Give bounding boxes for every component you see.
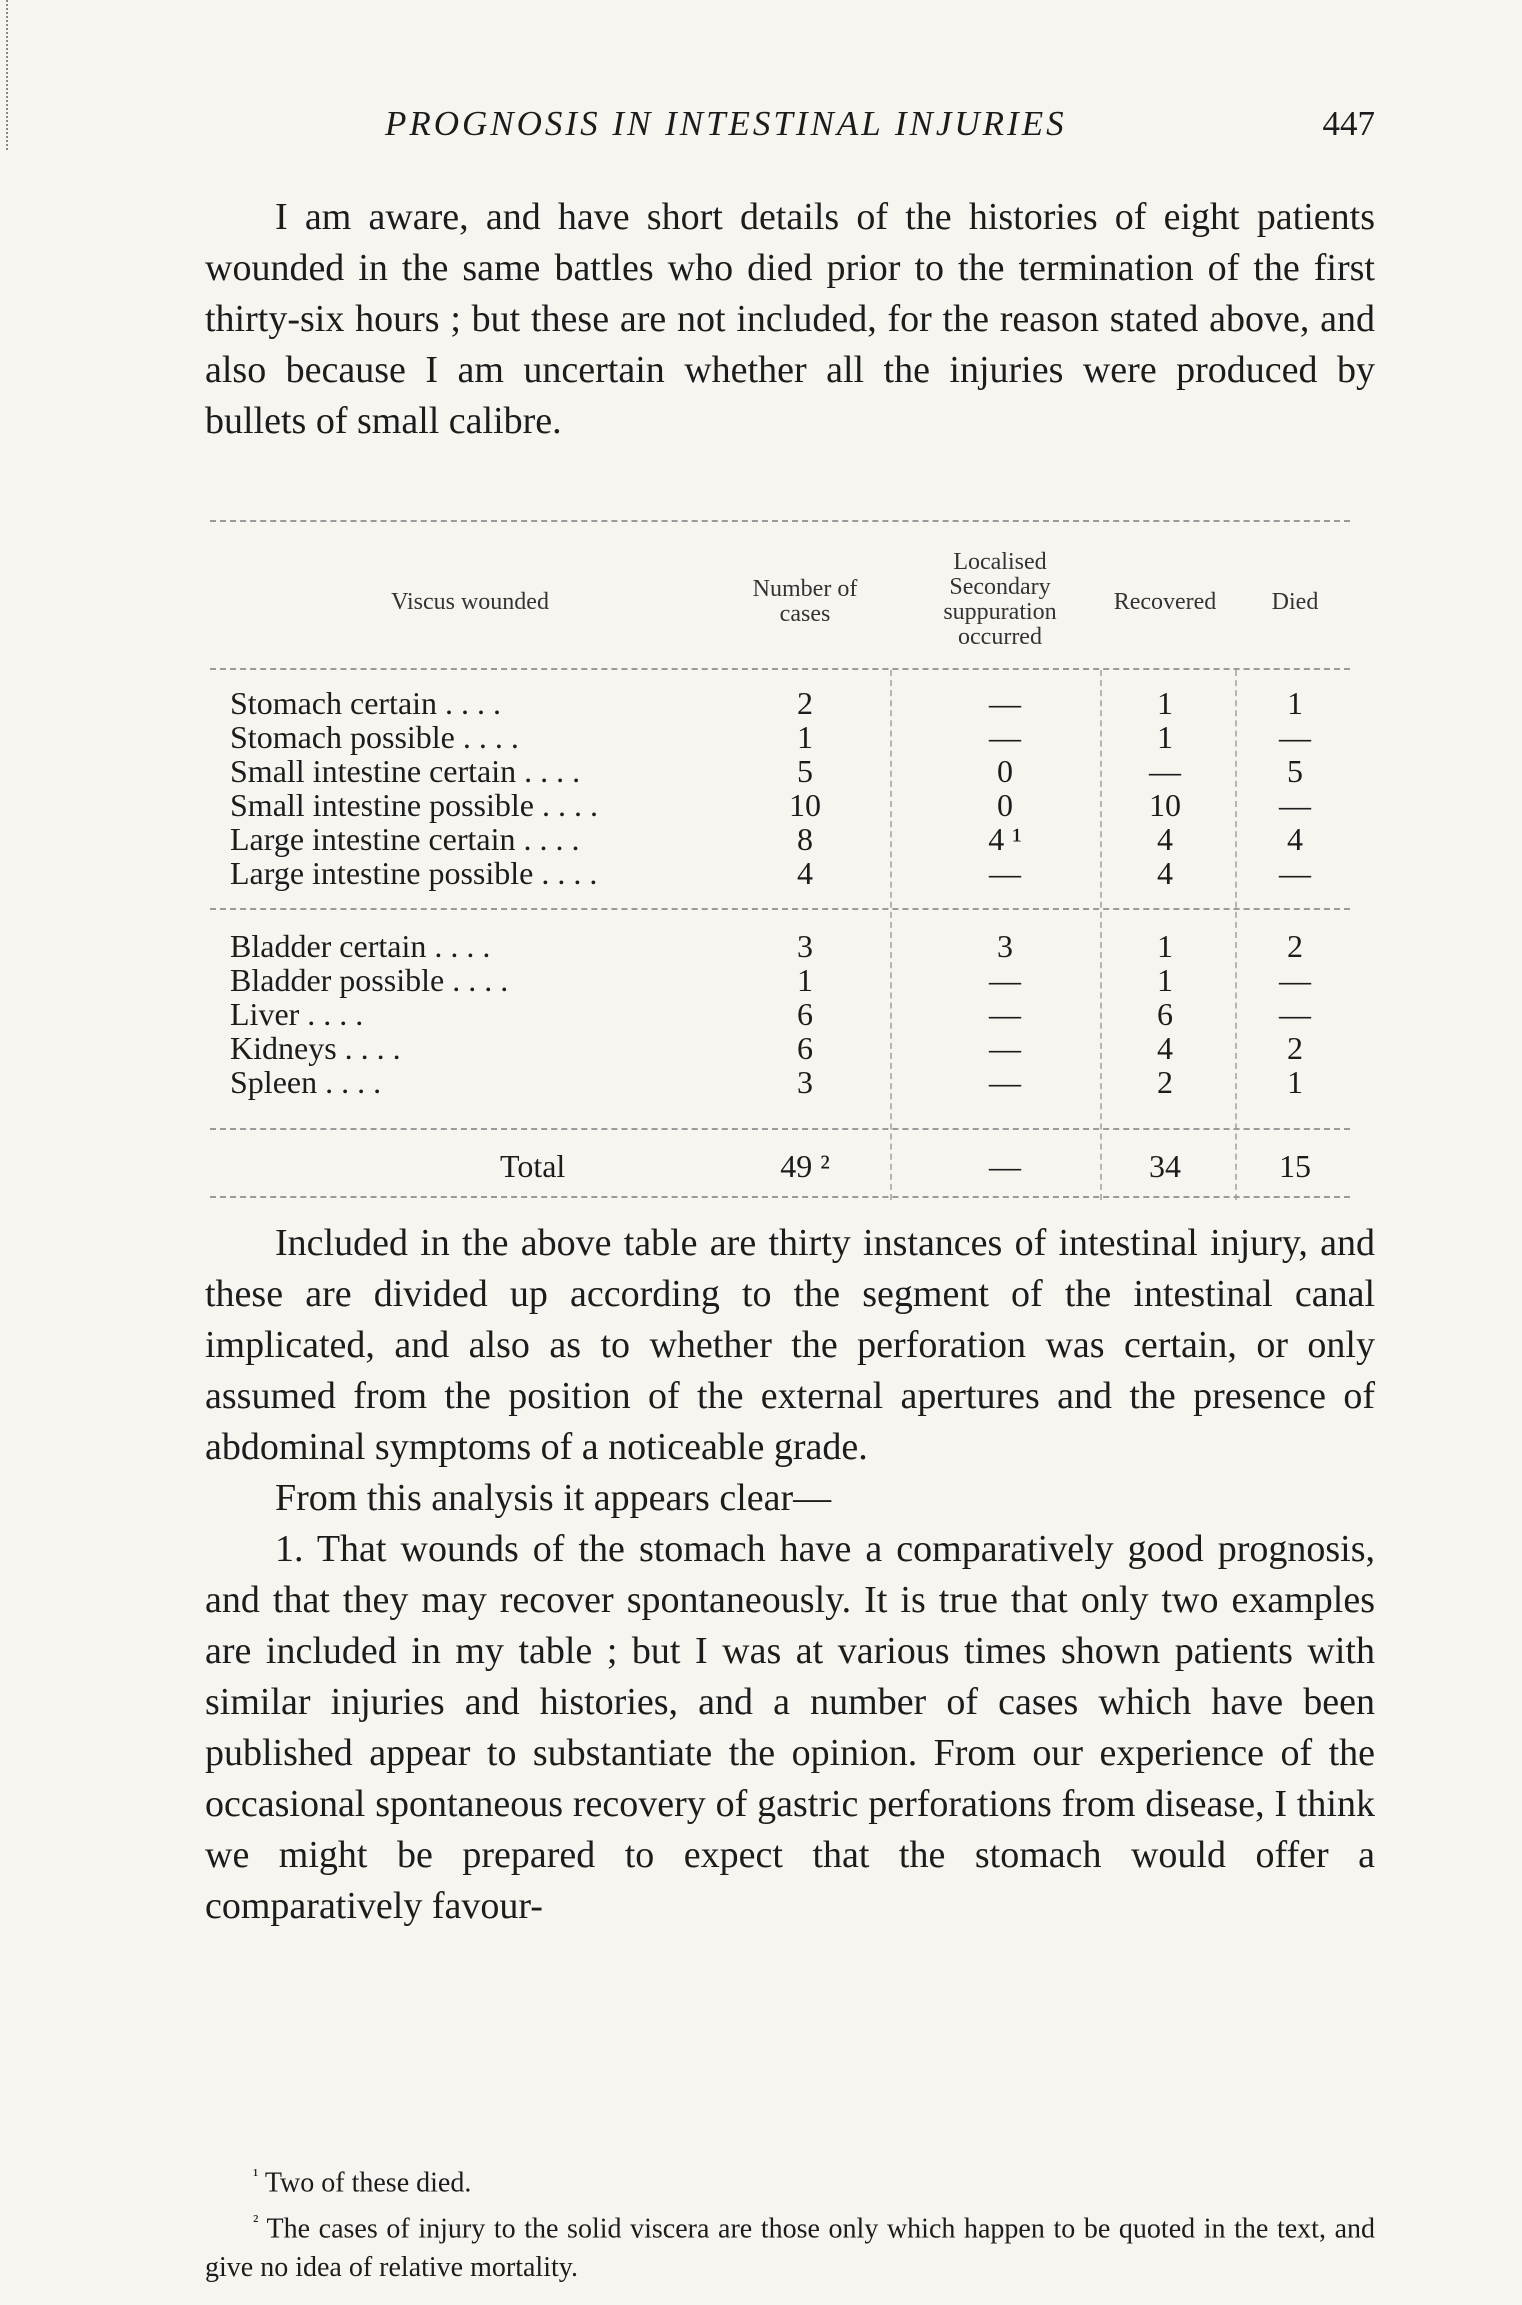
row-label: Kidneys . . . . (230, 1030, 401, 1066)
row-number: 4 (797, 855, 813, 891)
row-died: 1 (1287, 685, 1303, 721)
row-suppuration: — (989, 1064, 1021, 1100)
paragraph: Included in the above table are thirty instances of intestinal injury, and these are divided up according to the segment of the intestinal canal implicated, and also as to whether the perforation was certain, or only assumed from the position of the external apertures and the presence of abdominal symptoms of a noticeable grade. (205, 1222, 1375, 1468)
row-label: Spleen . . . . (230, 1064, 382, 1100)
total-rule (210, 1128, 1350, 1130)
header-rule (210, 668, 1350, 670)
row-recovered: 1 (1157, 719, 1173, 755)
table-row (210, 787, 1350, 821)
row-label: Large intestine certain . . . . (230, 821, 580, 857)
row-recovered: 4 (1157, 1030, 1173, 1066)
table-row (210, 962, 1350, 996)
table-row (210, 719, 1350, 753)
total-row (210, 1148, 1350, 1182)
row-label: Stomach certain . . . . (230, 685, 502, 721)
row-recovered: 6 (1157, 996, 1173, 1032)
row-suppuration: — (989, 996, 1021, 1032)
row-suppuration: 0 (997, 787, 1013, 823)
footnote-2-text: The cases of injury to the solid viscera are those only which happen to be quoted in the text, and give no idea of relative mortality. (205, 2213, 1376, 2283)
row-number: 6 (797, 996, 813, 1032)
row-number: 3 (797, 1064, 813, 1100)
row-number: 3 (797, 928, 813, 964)
row-label: Small intestine possible . . . . (230, 787, 598, 823)
row-died: 1 (1287, 1064, 1303, 1100)
row-label: Bladder certain . . . . (230, 928, 491, 964)
body-text (205, 1218, 1375, 1932)
footnote-2 (205, 2202, 1375, 2286)
row-number: 10 (789, 787, 821, 823)
scan-edge-mark (6, 0, 12, 150)
row-suppuration: — (989, 855, 1021, 891)
page-number: 447 (1322, 104, 1375, 143)
footnote-1-text: Two of these died. (264, 2167, 472, 2199)
row-suppuration: — (989, 962, 1021, 998)
row-number: 6 (797, 1030, 813, 1066)
paragraph: 1. That wounds of the stomach have a comparatively good prognosis, and that they may recover spontaneously. It is true that only two examples are included in my table ; but I was at various times shown patients with similar injuries and histories, and a number of cases which have been published appear to substantiate the opinion. From our experience of the occasional spontaneous recovery of gastric perforations from disease, I think we might be prepared to expect that the stomach would offer a comparatively favour- (205, 1528, 1375, 1927)
row-died: 5 (1287, 753, 1303, 789)
header-recovered: Recovered (1113, 589, 1217, 615)
table-top-rule (210, 520, 1350, 522)
row-recovered: — (1149, 753, 1181, 789)
running-head (205, 104, 1375, 156)
row-suppuration: 4 ¹ (988, 821, 1022, 857)
intro-paragraph: I am aware, and have short details of the histories of eight patients wounded in the same battles who died prior to the termination of the first thirty-six hours ; but these are not included, for the reason stated above, and also because I am uncertain whether all the injuries were produced by bullets of small calibre. (205, 196, 1375, 442)
running-title: PROGNOSIS IN INTESTINAL INJURIES (385, 104, 1067, 143)
row-died: — (1279, 719, 1311, 755)
total-recovered: 34 (1149, 1148, 1181, 1184)
table-row (210, 1064, 1350, 1098)
total-suppuration: — (989, 1148, 1021, 1184)
row-died: 4 (1287, 821, 1303, 857)
footnote-1-marker: ¹ (253, 2165, 259, 2185)
row-died: — (1279, 996, 1311, 1032)
row-died: — (1279, 787, 1311, 823)
group-rule (210, 908, 1350, 910)
row-label: Stomach possible . . . . (230, 719, 519, 755)
row-number: 5 (797, 753, 813, 789)
row-recovered: 2 (1157, 1064, 1173, 1100)
row-died: 2 (1287, 928, 1303, 964)
paragraph: From this analysis it appears clear— (275, 1477, 832, 1519)
row-died: 2 (1287, 1030, 1303, 1066)
row-number: 1 (797, 962, 813, 998)
table-row (210, 685, 1350, 719)
footnotes (205, 2156, 1375, 2287)
row-number: 1 (797, 719, 813, 755)
row-died: — (1279, 855, 1311, 891)
table-row (210, 996, 1350, 1030)
row-recovered: 1 (1157, 962, 1173, 998)
table-row (210, 855, 1350, 889)
row-suppuration: — (989, 719, 1021, 755)
row-label: Liver . . . . (230, 996, 364, 1032)
row-number: 2 (797, 685, 813, 721)
table-row (210, 928, 1350, 962)
row-suppuration: — (989, 685, 1021, 721)
header-viscus: Viscus wounded (391, 589, 549, 615)
table-bottom-rule (210, 1196, 1350, 1198)
row-label: Large intestine possible . . . . (230, 855, 598, 891)
row-recovered: 1 (1157, 928, 1173, 964)
row-recovered: 4 (1157, 821, 1173, 857)
total-label: Total (500, 1148, 566, 1184)
header-died: Died (1271, 589, 1319, 615)
table-row (210, 753, 1350, 787)
row-suppuration: 3 (997, 928, 1013, 964)
footnote-2-marker: ² (253, 2211, 259, 2232)
row-recovered: 4 (1157, 855, 1173, 891)
row-number: 8 (797, 821, 813, 857)
footnote-1 (205, 2156, 1375, 2202)
row-label: Bladder possible . . . . (230, 962, 509, 998)
total-died: 15 (1279, 1148, 1311, 1184)
table-row (210, 1030, 1350, 1064)
intro-text (205, 192, 1375, 447)
header-suppuration: Localised Secondary suppuration occurred (943, 549, 1057, 650)
table-row (210, 821, 1350, 855)
row-suppuration: — (989, 1030, 1021, 1066)
total-number: 49 ² (780, 1148, 830, 1184)
header-number: Number of cases (752, 576, 858, 627)
results-table (210, 520, 1350, 1200)
row-label: Small intestine certain . . . . (230, 753, 581, 789)
row-died: — (1279, 962, 1311, 998)
row-suppuration: 0 (997, 753, 1013, 789)
row-recovered: 1 (1157, 685, 1173, 721)
row-recovered: 10 (1149, 787, 1181, 823)
